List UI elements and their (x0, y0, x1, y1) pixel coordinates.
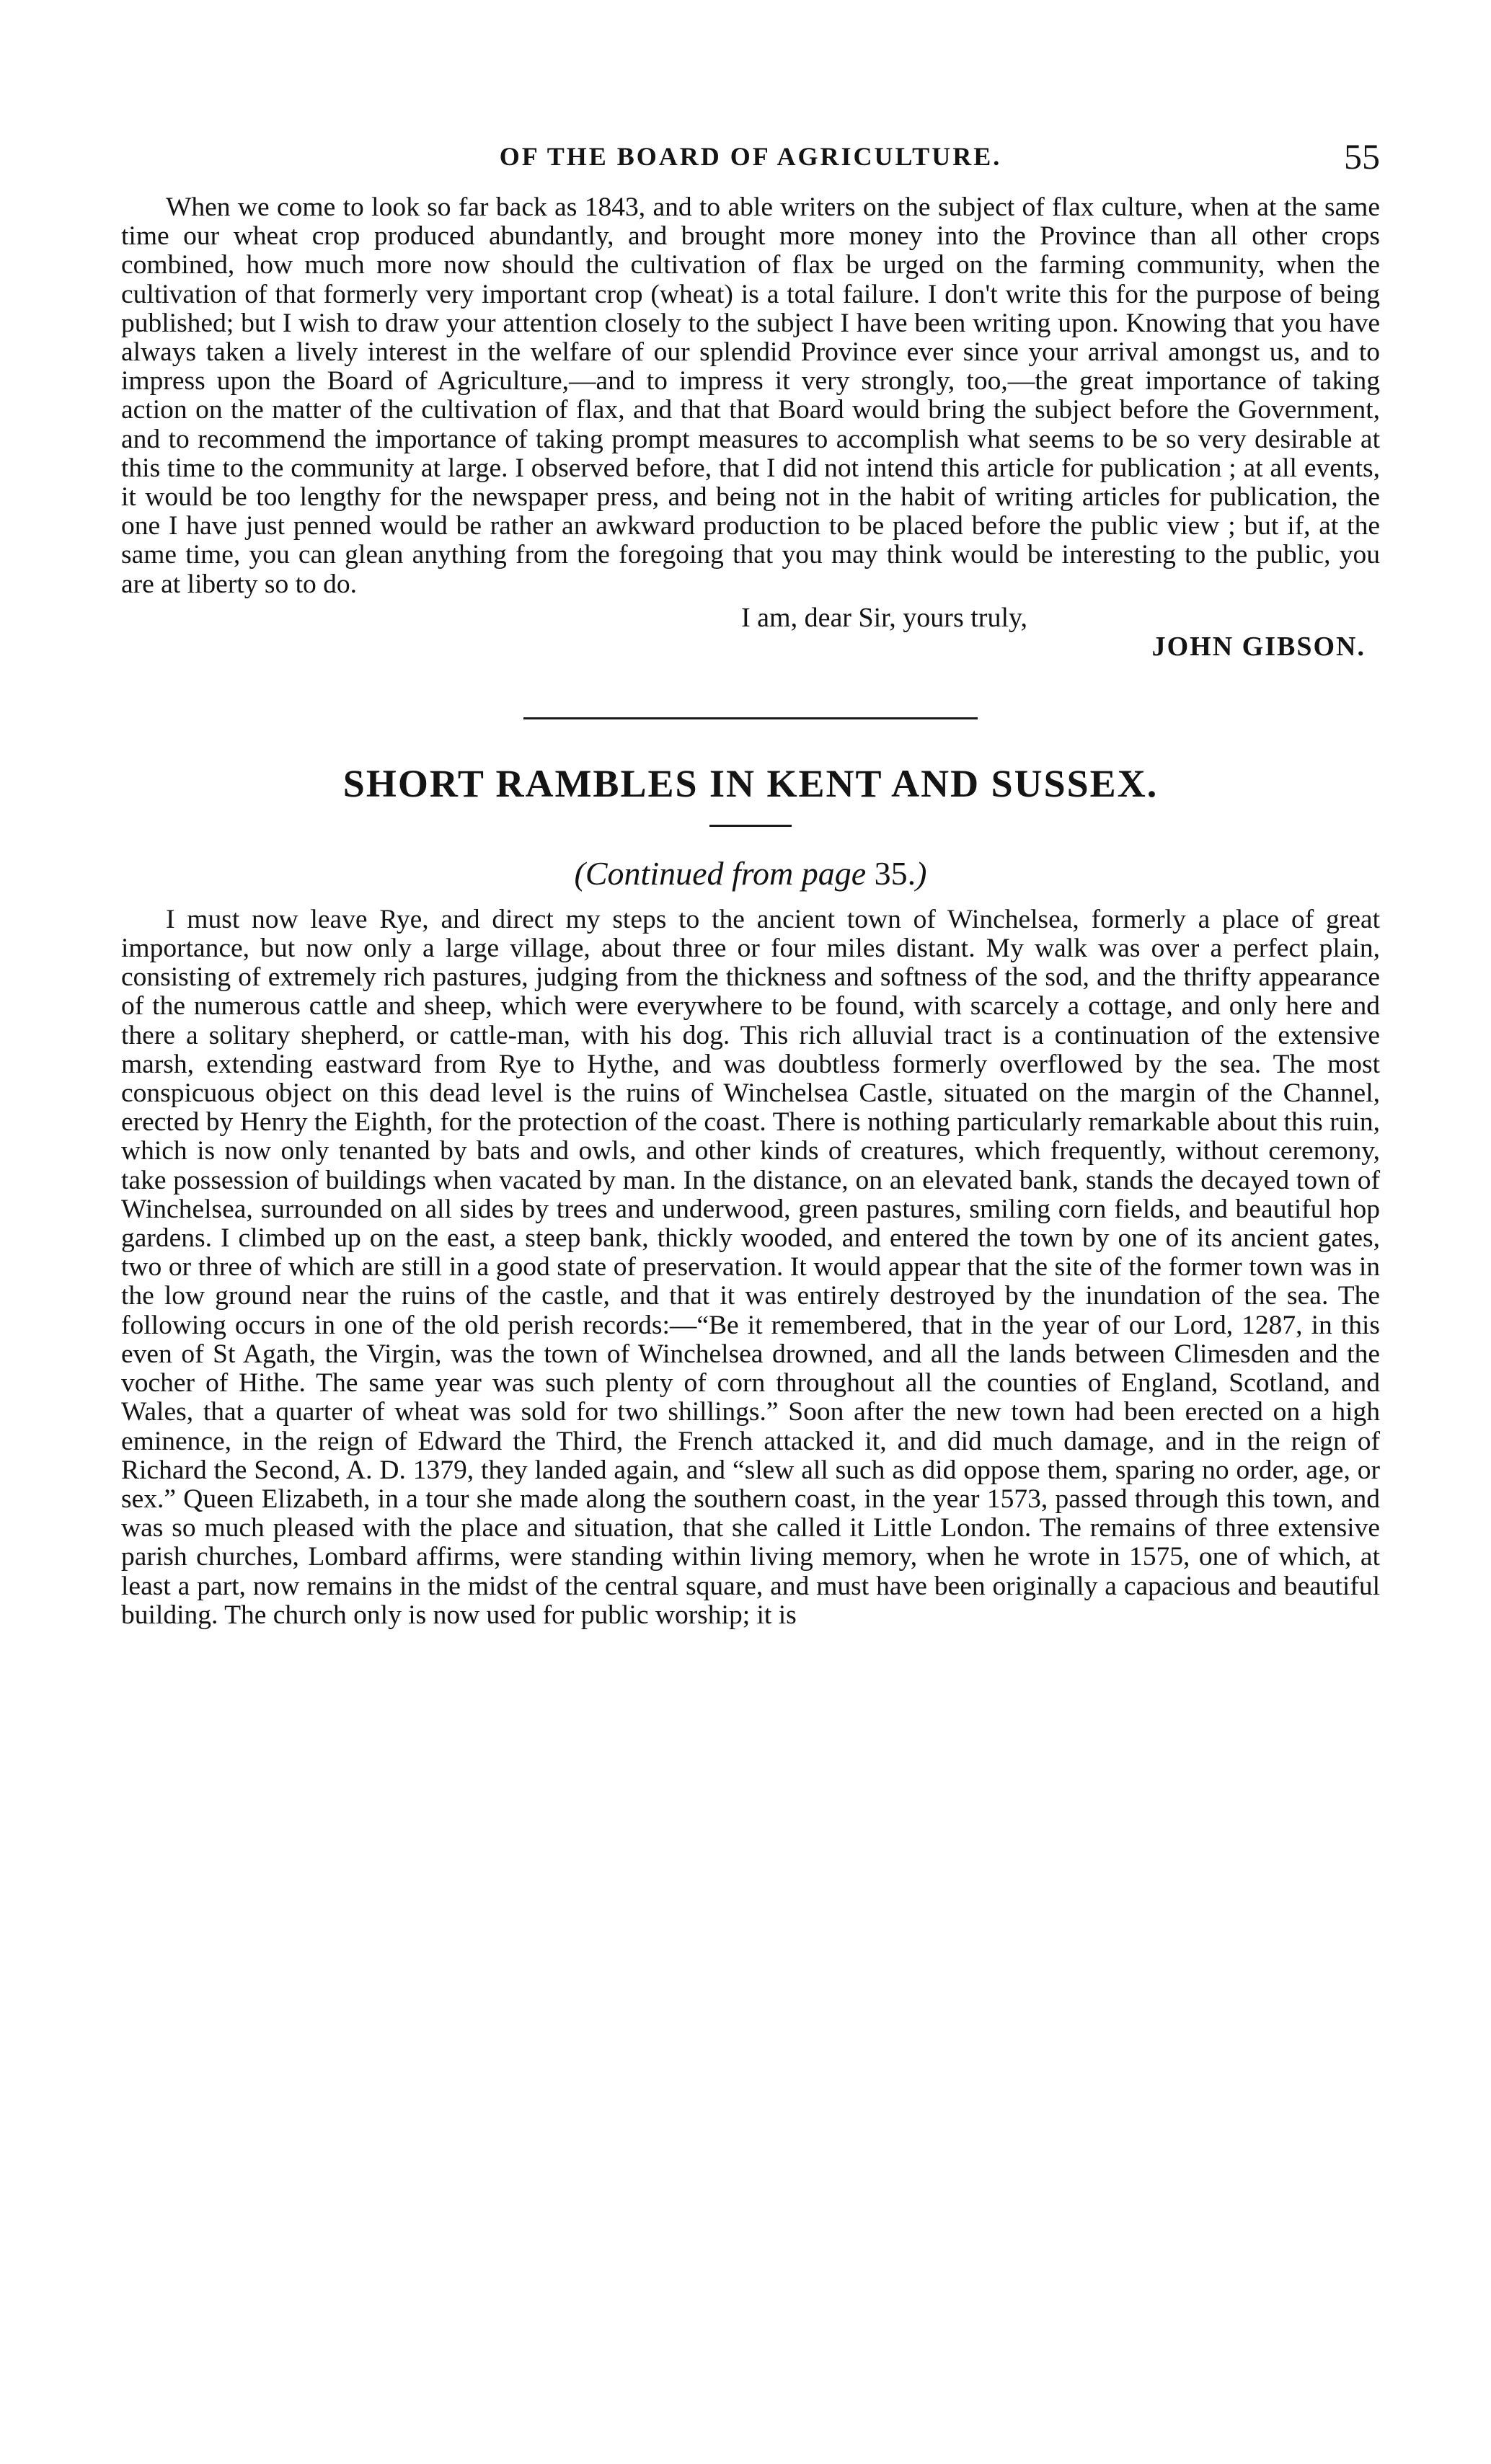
letter-paragraph: When we come to look so far back as 1843, and to able writers on the subject of flax culture, when at the same time our wheat crop produced abundantly, and brought more money into the Province than all other crops combined, how much more now should the cultivation of flax be urged on the farming community, when the cultivation of that formerly very important crop (wheat) is a total failure. I don't write this for the purpose of being published; but I wish to draw your attention closely to the subject I have been writing upon. Knowing that you have always taken a lively interest in the welfare of our splendid Province ever since your arrival amongst us, and to impress upon the Board of Agriculture,—and to impress it very strongly, too,—the great importance of taking action on the matter of the cultivation of flax, and that that Board would bring the subject before the Government, and to recommend the importance of taking prompt measures to accomplish what seems to be so very desirable at this time to the community at large. I observed before, that I did not intend this article for publication ; at all events, it would be too lengthy for the newspaper press, and being not in the habit of writing articles for publication, the one I have just penned would be rather an awkward production to be placed before the public view ; but if, at the same time, you can glean anything from the foregoing that you may think would be interesting to the public, you are at liberty so to do. (121, 192, 1380, 599)
book-page (121, 136, 1380, 1630)
continued-page: 35. (874, 854, 916, 892)
article-paragraph: I must now leave Rye, and direct my steps to the ancient town of Winchelsea, formerly a place of great importance, but now only a large village, about three or four miles distant. My walk was over a perfect plain, consisting of extremely rich pastures, judging from the thickness and softness of the sod, and the thrifty appearance of the numerous cattle and sheep, which were everywhere to be found, with scarcely a cottage, and only here and there a solitary shepherd, or cattle-man, with his dog. This rich alluvial tract is a continuation of the extensive marsh, extending eastward from Rye to Hythe, and was doubtless formerly overflowed by the sea. The most conspicuous object on this dead level is the ruins of Winchelsea Castle, situated on the margin of the Channel, erected by Henry the Eighth, for the protection of the coast. There is nothing particularly remarkable about this ruin, which is now only tenanted by bats and owls, and other kinds of creatures, which frequently, without ceremony, take possession of buildings when vacated by man. In the distance, on an elevated bank, stands the decayed town of Winchelsea, surrounded on all sides by trees and underwood, green pastures, smiling corn fields, and beautiful hop gardens. I climbed up on the east, a steep bank, thickly wooded, and entered the town by one of its ancient gates, two or three of which are still in a good state of preservation. It would appear that the site of the former town was in the low ground near the ruins of the castle, and that it was entirely destroyed by the inundation of the sea. The following occurs in one of the old perish records:—“Be it remembered, that in the year of our Lord, 1287, in this even of St Agath, the Virgin, was the town of Winchelsea drowned, and all the lands between Climesden and the vocher of Hithe. The same year was such plenty of corn throughout all the counties of England, Scotland, and Wales, that a quarter of wheat was sold for two shillings.” Soon after the new town had been erected on a high eminence, in the reign of Edward the Third, the French attacked it, and did much damage, and in the reign of Richard the Second, A. D. 1379, they landed again, and “slew all such as did oppose them, sparing no order, age, or sex.” Queen Elizabeth, in a tour she made along the southern coast, in the year 1573, passed through this town, and was so much pleased with the place and situation, that she called it Little London. The remains of three extensive parish churches, Lombard affirms, were standing within living memory, when he wrote in 1575, one of which, at least a part, now remains in the midst of the central square, and must have been originally a capacious and beautiful building. The church only is now used for public worship; it is (121, 904, 1380, 1630)
continued-note: (Continued from page 35.) (574, 854, 927, 892)
page-number: 55 (1344, 136, 1380, 177)
section-divider (523, 717, 978, 719)
running-header (121, 136, 1380, 193)
running-title: OF THE BOARD OF AGRICULTURE. (499, 142, 1002, 171)
article-title: SHORT RAMBLES IN KENT AND SUSSEX. (342, 761, 1159, 805)
letter-signature: JOHN GIBSON. (1151, 631, 1366, 662)
letter-closing: I am, dear Sir, yours truly, (741, 602, 1028, 633)
letter-closing-block (121, 603, 1380, 661)
continued-text: Continued from page (585, 854, 867, 892)
title-rule (709, 825, 792, 827)
